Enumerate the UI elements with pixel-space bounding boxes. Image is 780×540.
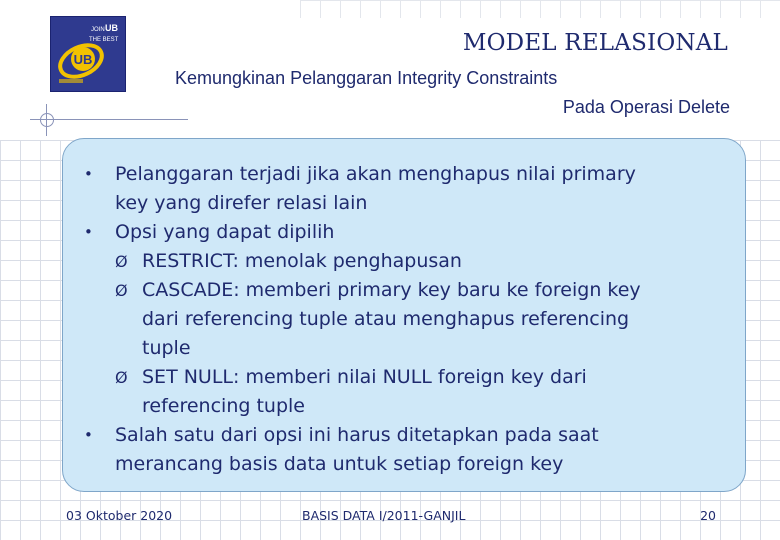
list-line-bullet	[84, 218, 734, 247]
logo-text-ub: UB	[73, 52, 93, 67]
university-logo	[50, 16, 126, 92]
list-line-subitem	[84, 363, 734, 392]
slide-subtitle-line-2: Pada Operasi Delete	[562, 97, 730, 117]
list-line-continuation	[84, 392, 734, 421]
bullet-icon: •	[84, 223, 93, 241]
list-line-subitem	[84, 276, 734, 305]
list-line-text: CASCADE: memberi primary key baru ke foreign key	[142, 279, 641, 301]
footer-course: BASIS DATA I/2011-GANJIL	[302, 508, 466, 523]
logo-text-ub-small: UB	[105, 23, 118, 33]
logo-caption-bar	[59, 79, 83, 83]
logo-graphic	[51, 17, 125, 91]
list-line-text: Opsi yang dapat dipilih	[115, 221, 335, 243]
list-line-continuation	[84, 334, 734, 363]
footer-date: 03 Oktober 2020	[66, 508, 173, 523]
arrow-bullet-icon: Ø	[115, 252, 128, 271]
list-line-text: merancang basis data untuk setiap foreign key	[115, 453, 564, 475]
list-line-text: referencing tuple	[142, 395, 305, 417]
bullet-icon: •	[84, 165, 93, 183]
slide-title: MODEL RELASIONAL	[462, 30, 728, 56]
list-line-text: tuple	[142, 337, 191, 359]
header-grid-decoration	[300, 0, 780, 18]
list-line-text: RESTRICT: menolak penghapusan	[142, 250, 462, 272]
list-line-subitem	[84, 247, 734, 276]
list-line-continuation	[84, 189, 734, 218]
footer-page-number: 20	[700, 508, 716, 523]
list-line-text: dari referencing tuple atau menghapus referencing	[142, 308, 630, 330]
list-line-bullet	[84, 421, 734, 450]
slide-subtitle-line-1: Kemungkinan Pelanggaran Integrity Constraints	[175, 68, 558, 88]
decorative-crosshair-circle	[40, 113, 54, 127]
arrow-bullet-icon: Ø	[115, 281, 128, 300]
logo-text-the-best: THE BEST	[89, 37, 119, 43]
bullet-list	[84, 160, 734, 479]
arrow-bullet-icon: Ø	[115, 368, 128, 387]
list-line-text: SET NULL: memberi nilai NULL foreign key dari	[142, 366, 587, 388]
list-line-text: key yang direfer relasi lain	[115, 192, 368, 214]
list-line-text: Pelanggaran terjadi jika akan menghapus nilai primary	[115, 163, 636, 185]
bullet-icon: •	[84, 426, 93, 444]
list-line-continuation	[84, 305, 734, 334]
logo-text-join: JOIN	[91, 27, 105, 33]
list-line-text: Salah satu dari opsi ini harus ditetapkan pada saat	[115, 424, 599, 446]
list-line-continuation	[84, 450, 734, 479]
list-line-bullet	[84, 160, 734, 189]
